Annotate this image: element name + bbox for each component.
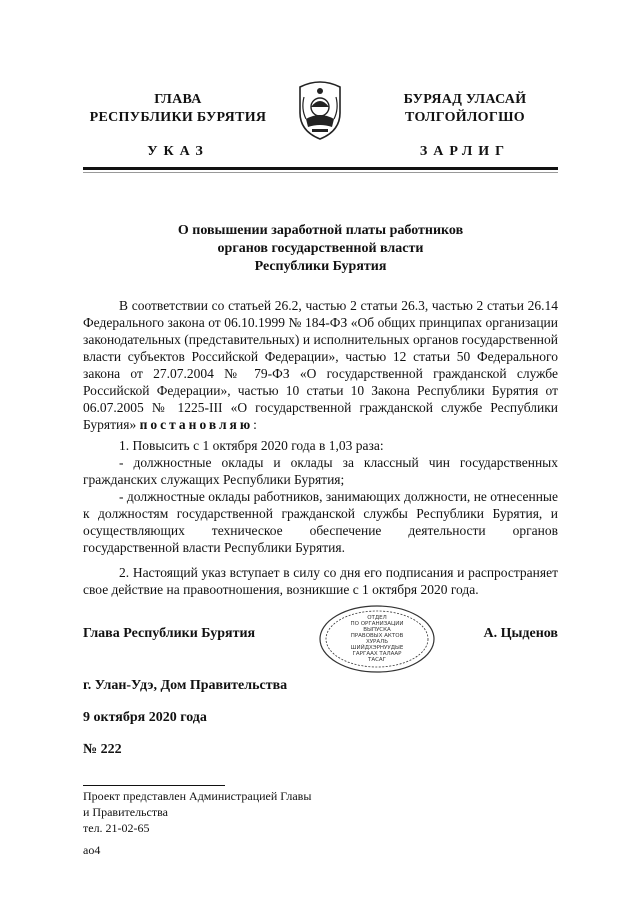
item1: 1. Повысить с 1 октября 2020 года в 1,03 раза: — [119, 438, 384, 453]
title-line2: органов государственной власти — [217, 241, 424, 256]
stamp-text — [318, 615, 436, 663]
item2: 2. Настоящий указ вступает в силу со дня его подписания и распространяет свое действие на правоотношения, возникшие с 1 октября 2020 года. — [83, 565, 558, 597]
preamble-text: В соответствии со статьей 26.2, частью 2 статьи 26.3, частью 2 статьи 26.14 Федерального закона от 06.10.1999 № 184-ФЗ «Об общих принципах организации законодательных (представительных) и исполнительных органов государственной власти субъектов Российской Федерации», частью 12 статьи 50 Федерального закона от 27.07.2004 № 79-ФЗ «О государственной гражданской службе Российской Федерации», частью 10 статьи 10 Закона Республики Бурятия от 06.07.2005 № 1225-III «О государственной гражданской службе Республики Бурятия» — [83, 298, 558, 432]
place: г. Улан-Удэ, Дом Правительства — [83, 678, 288, 693]
document-title — [83, 222, 558, 276]
title-line3: Республики Бурятия — [254, 259, 387, 274]
item1-b: - должностные оклады работников, занимающих должности, не отнесенные к должностям государственной гражданской службы Республики Бурятия, и осуществляющих техническое обеспечение деятельности органов государственной власти Республики Бурятия. — [83, 489, 558, 555]
header-rule-thick — [83, 167, 558, 170]
header-right-line2: ТОЛГОЙЛОГШО — [405, 110, 525, 125]
stamp — [318, 604, 436, 674]
header-right — [372, 91, 558, 127]
footer-line3: тел. 21-02-65 — [83, 821, 150, 835]
stamp-line: ГАРГААХ ТАЛААР — [352, 651, 402, 657]
footer-line1: Проект представлен Администрацией Главы — [83, 789, 312, 803]
header-left — [83, 91, 273, 127]
decree-word: постановляю — [139, 417, 254, 432]
header-rule-thin — [83, 172, 558, 173]
footer-code: ао4 — [83, 843, 101, 857]
footer-note — [83, 788, 311, 858]
stamp-line: ВЫПУСКА — [363, 627, 391, 633]
stamp-line: ОТДЕЛ — [367, 615, 387, 621]
header-left-doc-type: УКАЗ — [147, 144, 209, 159]
footer-line2: и Правительства — [83, 805, 168, 819]
header-right-doc-type: ЗАРЛИГ — [419, 144, 511, 159]
document-body — [83, 297, 558, 598]
signature-name: А. Цыденов — [483, 626, 558, 641]
stamp-line: ХУРАЛЬ — [365, 639, 389, 645]
item1-a: - должностные оклады и оклады за классный чин государственных гражданских служащих Республики Бурятия; — [83, 455, 558, 487]
stamp-line: ПРАВОВЫХ АКТОВ — [350, 633, 404, 639]
header-right-line1: БУРЯАД УЛАСАЙ — [403, 92, 527, 107]
signature-position: Глава Республики Бурятия — [83, 626, 256, 641]
stamp-line: ТАСАГ — [367, 657, 387, 663]
header-left-line2: РЕСПУБЛИКИ БУРЯТИЯ — [89, 110, 267, 125]
stamp-line: ШИЙДХЭРНУУДЫЕ — [350, 645, 404, 651]
header-left-line1: ГЛАВА — [154, 92, 202, 107]
coat-of-arms-icon — [294, 79, 346, 141]
document-number: № 222 — [83, 742, 122, 757]
date: 9 октября 2020 года — [83, 710, 207, 725]
title-line1: О повышении заработной платы работников — [177, 223, 464, 238]
preamble-paragraph: В соответствии со статьей 26.2, частью 2 статьи 26.3, частью 2 статьи 26.14 Федерального закона от 06.10.1999 № 184-ФЗ «Об общих принципах организации законодательных (представительных) и исполнительных органов государственной власти субъектов Российской Федерации», частью 12 статьи 50 Федерального закона от 27.07.2004 № 79-ФЗ «О государственной гражданской службе Российской Федерации», частью 10 статьи 10 Закона Республики Бурятия от 06.07.2005 № 1225-III «О государственной гражданской службе Республики Бурятия» постановляю: — [83, 298, 558, 432]
stamp-line: ПО ОРГАНИЗАЦИИ — [350, 621, 404, 627]
footer-rule — [83, 785, 225, 786]
